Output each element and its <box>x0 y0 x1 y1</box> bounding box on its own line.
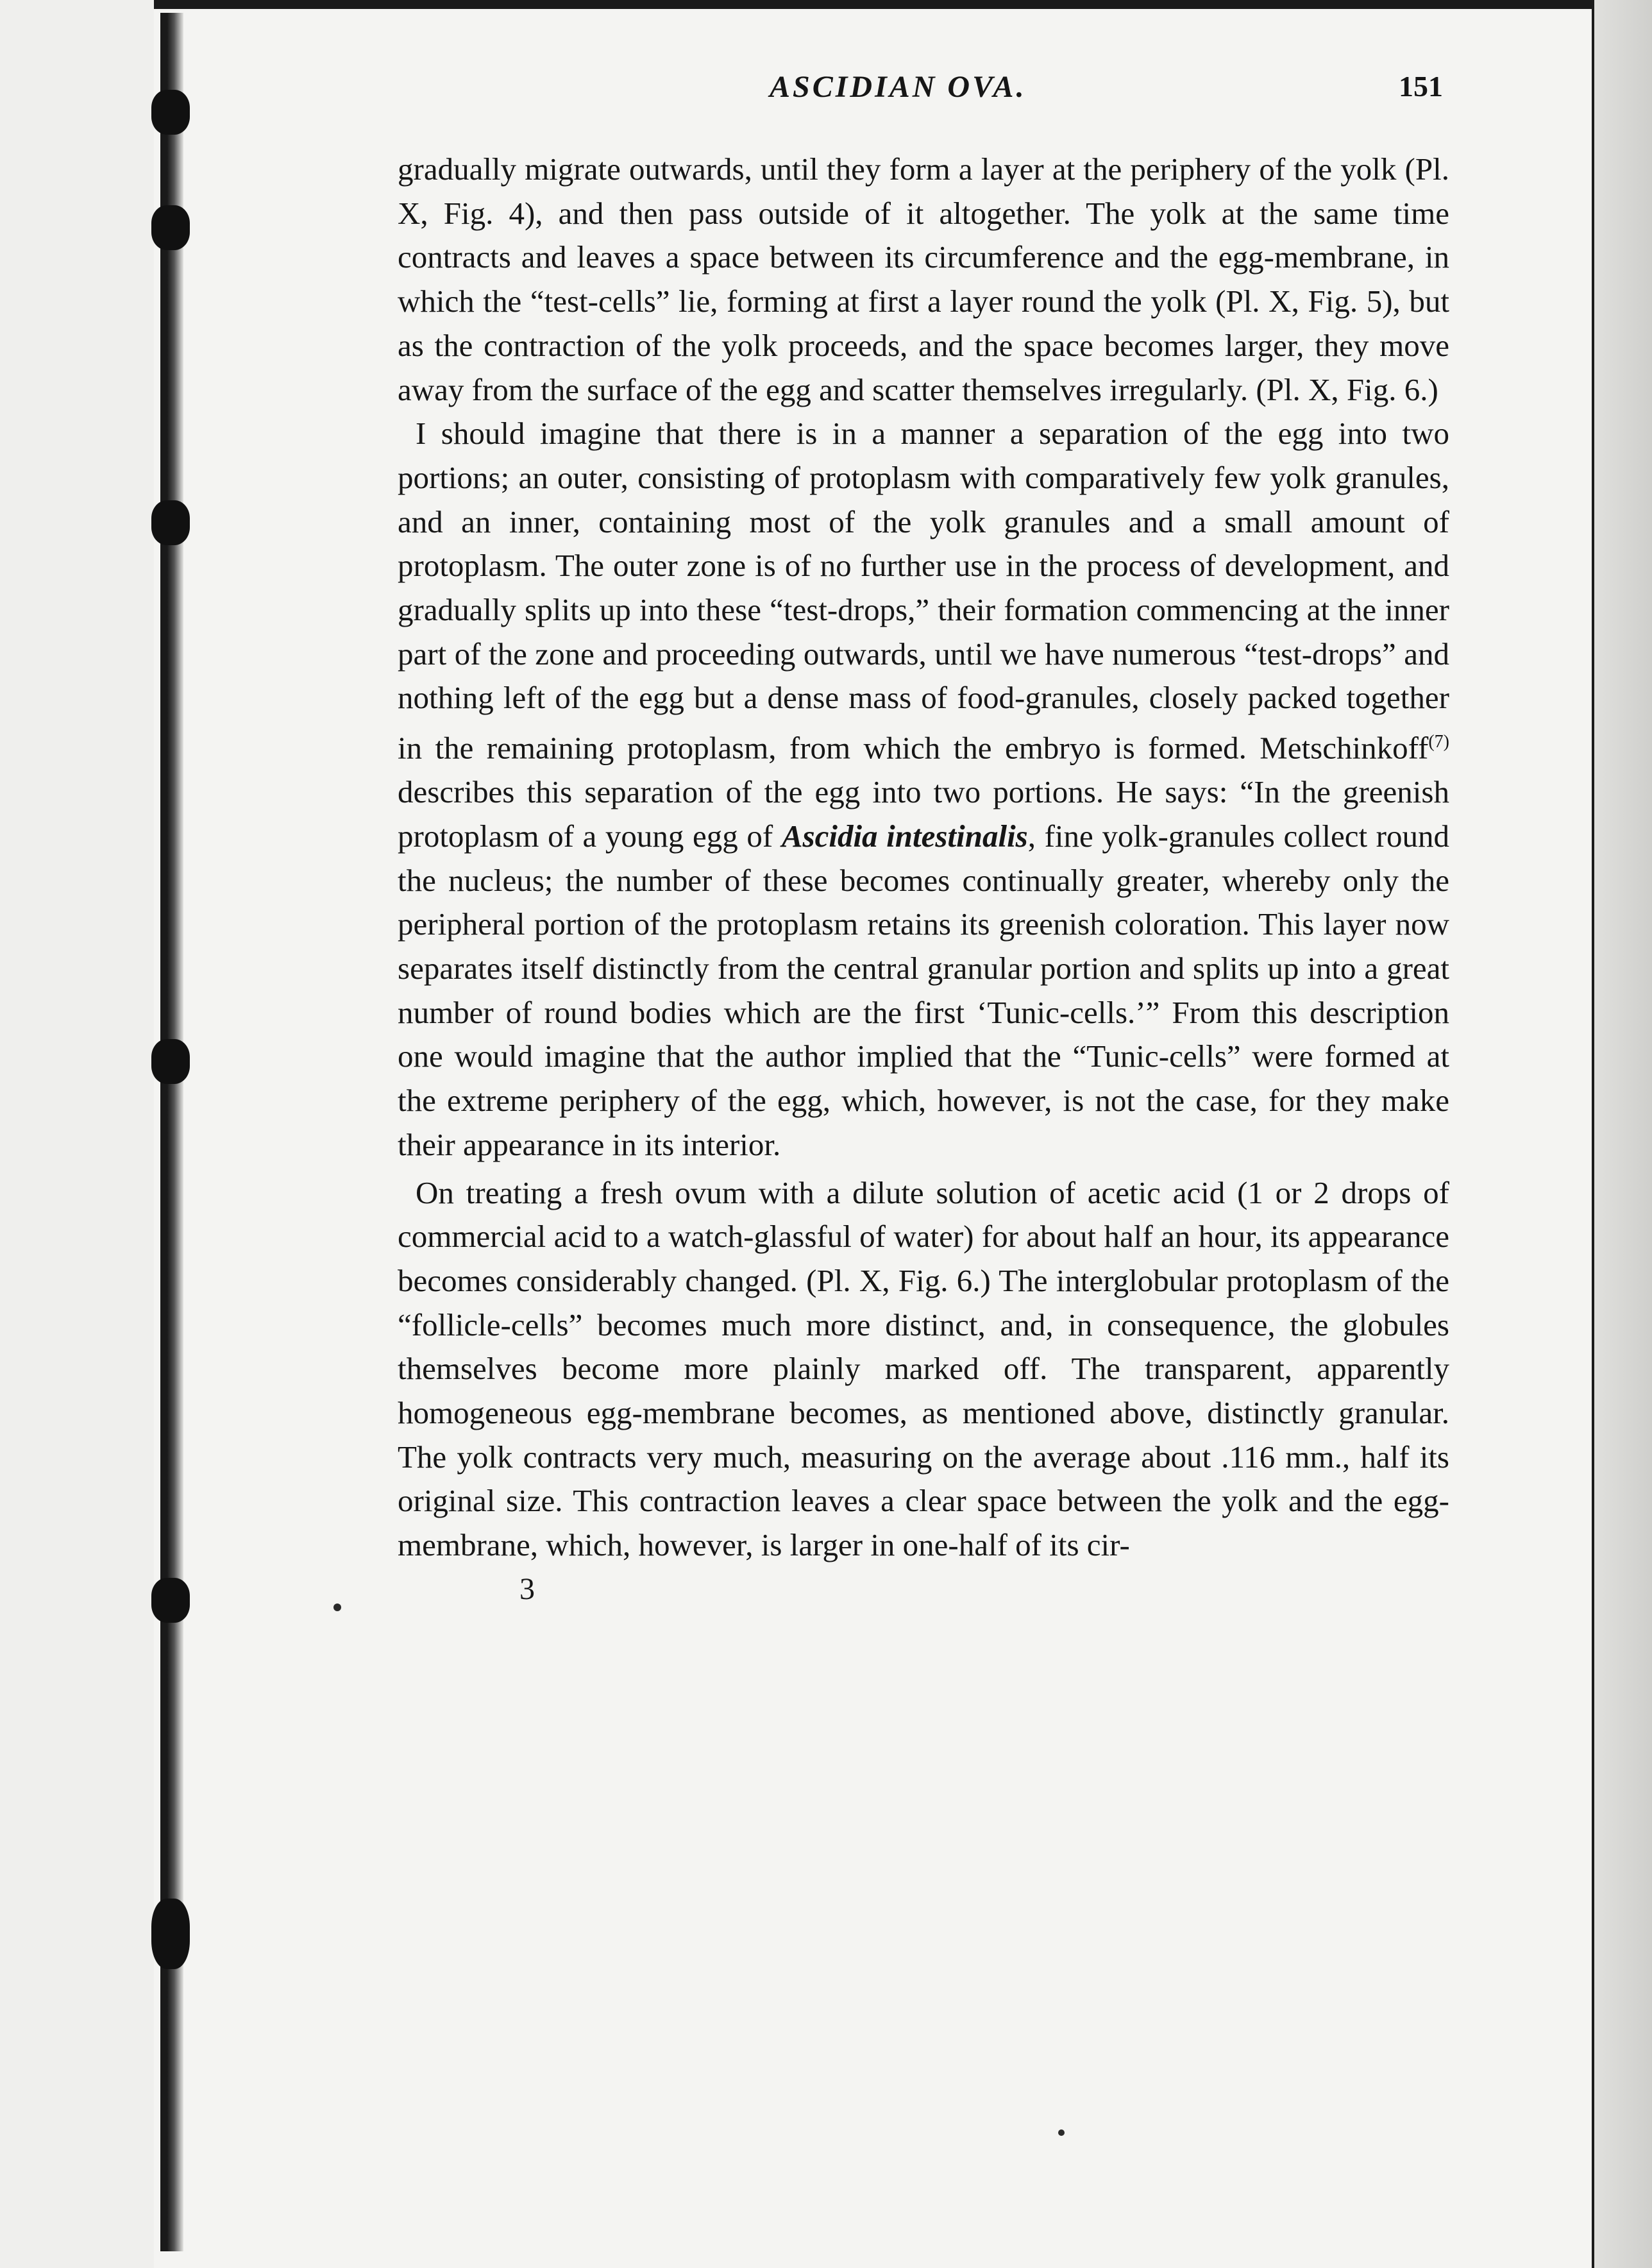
binding-mark <box>151 500 190 545</box>
facing-page-margin <box>0 0 154 2268</box>
binding-mark <box>151 1039 190 1084</box>
running-head <box>398 58 1449 122</box>
page-body <box>398 58 1449 1607</box>
ink-speck <box>333 1604 341 1611</box>
right-page-edge <box>1592 0 1652 2268</box>
signature-mark: 3 <box>519 1571 535 1606</box>
body-text <box>398 148 1449 1607</box>
species-name: Ascidia intestinalis <box>781 818 1028 854</box>
paragraph-1: gradually migrate outwards, until they form a layer at the periphery of the yolk (Pl. X, Fig. 4), and then pass outside of it altogether. The yolk at the same time contracts and leaves a space between its circumference and the egg-membrane, in which the “test-cells” lie, forming at first a layer round the yolk (Pl. X, Fig. 5), but as the contraction of the yolk proceeds, and the space becomes larger, they move away from the surface of the egg and scatter themselves irregularly. (Pl. X, Fig. 6.) <box>398 151 1449 407</box>
top-scan-border <box>0 0 1652 9</box>
binding-mark <box>151 1899 190 1969</box>
ink-speck <box>1058 2129 1065 2136</box>
binding-mark <box>151 90 190 135</box>
paragraph-2-text-end: , fine yolk-granules collect round the nucleus; the number of these becomes continually greater, whereby only the peripheral portion of the protoplasm retains its greenish coloration. This layer now separates itself distinctly from the central granular portion and splits up into a great number of round bodies which are the first ‘Tunic-cells.’” From this description one would imagine that the author implied that the “Tunic-cells” were formed at the extreme periphery of the egg, which, however, is not the case, for they make their appearance in its interior. <box>398 818 1449 1162</box>
footnote-reference: (7) <box>1428 732 1449 752</box>
binding-mark <box>151 205 190 250</box>
paragraph-2 <box>398 412 1449 1167</box>
paragraph-2-text: I should imagine that there is in a manner a separation of the egg into two portions; an outer, consisting of protoplasm with comparatively few yolk granules, and an inner, containing most of the yolk granules and a small amount of protoplasm. The outer zone is of no further use in the process of development, and gradually splits up into these “test-drops,” their formation commencing at the inner part of the zone and proceeding outwards, until we have numerous “test-drops” and nothing left of the egg but a dense mass of food-granules, closely packed together in the remaining protoplasm, from which the embryo is formed. Metschinkoff <box>398 416 1449 766</box>
page-number: 151 <box>1399 70 1443 103</box>
running-title: ASCIDIAN OVA. <box>770 70 1027 104</box>
paragraph-3: On treating a fresh ovum with a dilute solution of acetic acid (1 or 2 drops of commercial acid to a watch-glassful of water) for about half an hour, its appearance becomes considerably changed. (Pl. X, Fig. 6.) The interglobular protoplasm of the “follicle-cells” becomes much more distinct, and, in consequence, the globules themselves become more plainly marked off. The transparent, apparently homogeneous egg-membrane becomes, as mentioned above, distinctly granular. The yolk contracts very much, measuring on the average about .116 mm., half its original size. This contraction leaves a clear space between the yolk and the egg-membrane, which, however, is larger in one-half of its cir- <box>398 1174 1449 1563</box>
binding-mark <box>151 1578 190 1623</box>
paragraph-2-text-cont: describes this separation of the egg into two portions. He says: “In the greenish protoplasm of a young egg of <box>398 774 1449 854</box>
